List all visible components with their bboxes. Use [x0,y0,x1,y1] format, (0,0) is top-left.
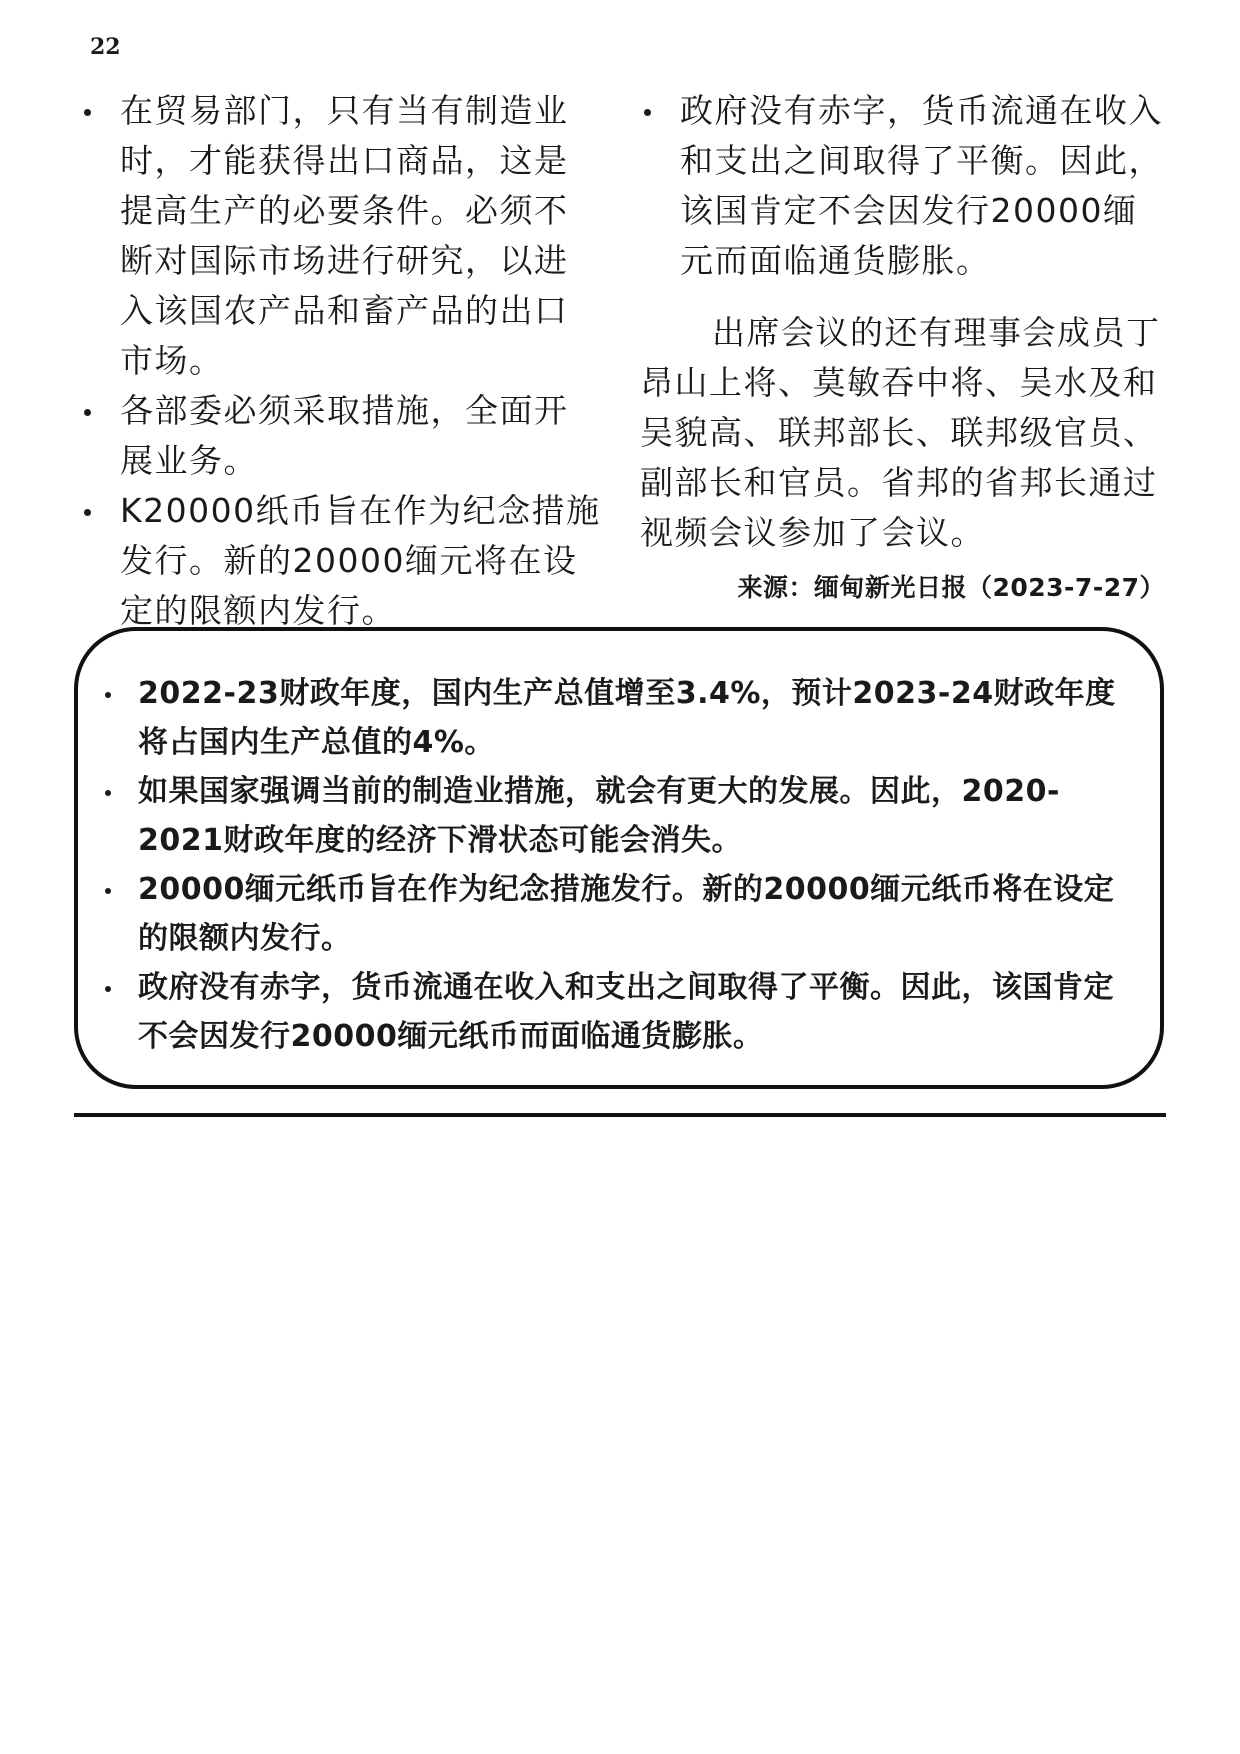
bullet-item: K20000纸币旨在作为纪念措施发行。新的20000缅元将在设定的限额内发行。 [80,486,602,636]
bullet-item: 各部委必须采取措施，全面开展业务。 [80,386,602,486]
page-number: 22 [90,34,121,60]
summary-bullet-list [100,669,1130,1061]
right-column [640,86,1165,608]
source-citation: 来源：缅甸新光日报（2023-7-27） [737,573,1165,602]
right-bullet-list [640,86,1165,286]
summary-item: 20000缅元纸币旨在作为纪念措施发行。新的20000缅元纸币将在设定的限额内发行。 [100,865,1130,963]
horizontal-rule [74,1113,1166,1117]
left-column [80,86,602,636]
summary-box [74,627,1164,1089]
attendance-paragraph: 出席会议的还有理事会成员丁昂山上将、莫敏吞中将、吴水及和吴貌高、联邦部长、联邦级官员、副部长和官员。省邦的省邦长通过视频会议参加了会议。 [640,313,1161,552]
bullet-item: 在贸易部门，只有当有制造业时，才能获得出口商品，这是提高生产的必要条件。必须不断对国际市场进行研究，以进入该国农产品和畜产品的出口市场。 [80,86,602,386]
bullet-item: 政府没有赤字，货币流通在收入和支出之间取得了平衡。因此，该国肯定不会因发行20000缅元而面临通货膨胀。 [640,86,1165,286]
summary-item: 如果国家强调当前的制造业措施，就会有更大的发展。因此，2020-2021财政年度的经济下滑状态可能会消失。 [100,767,1130,865]
left-bullet-list [80,86,602,636]
summary-item: 2022-23财政年度，国内生产总值增至3.4%，预计2023-24财政年度将占国内生产总值的4%。 [100,669,1130,767]
summary-item: 政府没有赤字，货币流通在收入和支出之间取得了平衡。因此，该国肯定不会因发行20000缅元纸币而面临通货膨胀。 [100,963,1130,1061]
